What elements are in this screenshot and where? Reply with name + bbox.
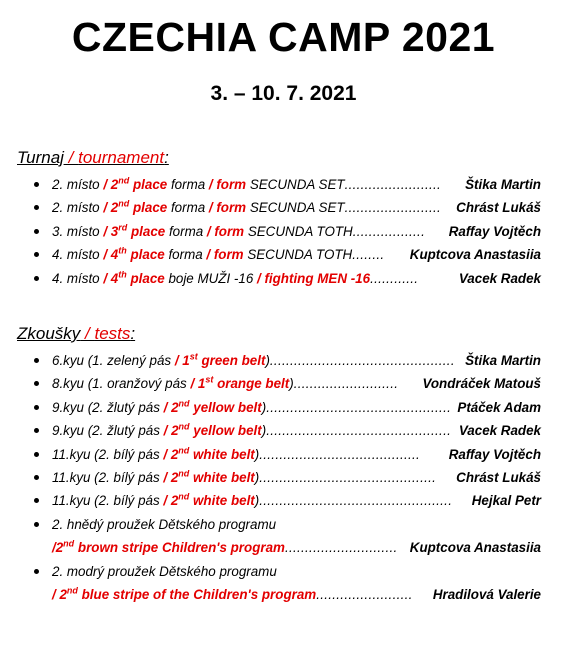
grade-text [52, 423, 266, 438]
children-program-cz: 2. modrý proužek Dětského programu [52, 563, 277, 579]
grade-close: ) [254, 469, 260, 485]
page-title: CZECHIA CAMP 2021 [71, 14, 496, 60]
place-cz: 3. místo [52, 223, 104, 239]
competitor-name: Kuptcova Anastasiia [409, 247, 541, 263]
tournament-heading [17, 148, 169, 168]
dot-leader: ............................ [284, 540, 398, 556]
category-en: / form [206, 223, 245, 239]
tournament-heading-cz: Turnaj [17, 148, 64, 167]
grade-cz: 6.kyu (1. zelený pás [52, 353, 175, 368]
tournament-list [0, 174, 567, 291]
student-name: Vondráček Matouš [422, 376, 541, 392]
grade-cz: 11.kyu (2. bílý pás [52, 493, 164, 509]
tests-heading-cz: Zkoušky [17, 324, 81, 343]
grade-cz: 11.kyu (2. bílý pás [52, 469, 164, 485]
grade-en-prefix: / 2 [163, 399, 179, 415]
ordinal-suffix: nd [66, 585, 78, 596]
grade-en-prefix: / 1 [190, 376, 206, 392]
list-item [0, 561, 567, 584]
ordinal-suffix: st [205, 374, 214, 385]
place-en-prefix: / 2 [103, 200, 119, 216]
list-item-line [52, 224, 541, 239]
bullet-icon [34, 475, 39, 480]
tests-heading-colon: : [130, 324, 136, 343]
tests-heading-en: tests [94, 324, 131, 343]
category-name: SECUNDA SET [246, 177, 345, 192]
list-item-line [52, 271, 541, 286]
category-en: / form [208, 200, 247, 216]
list-item-line [52, 540, 541, 555]
dot-leader: .......................... [293, 376, 399, 392]
category-en: / fighting MEN -16 [257, 270, 371, 286]
bullet-icon [34, 252, 39, 257]
competitor-name: Chrást Lukáš [456, 200, 541, 216]
place-cz: 4. místo [52, 270, 104, 286]
ordinal-suffix: th [118, 269, 127, 280]
grade-en: white belt [189, 493, 255, 509]
list-item-line [52, 400, 541, 415]
category-en: / form [206, 247, 244, 263]
place-en-prefix: / 2 [103, 177, 119, 192]
grade-text [52, 400, 266, 415]
grade-en: yellow belt [189, 423, 262, 439]
student-name: Chrást Lukáš [456, 469, 541, 485]
place-en-prefix: / 3 [103, 223, 119, 239]
list-item-line [52, 423, 541, 438]
category-cz: boje MUŽI -16 [164, 270, 257, 286]
student-name: Ptáček Adam [457, 399, 541, 415]
dot-leader: ........................................ [259, 446, 421, 462]
category-cz: forma [167, 200, 209, 216]
dot-leader: .............................................. [269, 353, 455, 368]
place-cz: 2. místo [52, 177, 104, 192]
list-item-line [52, 587, 541, 602]
grade-en-prefix: / 2 [163, 446, 179, 462]
ordinal-suffix: th [118, 245, 127, 256]
grade-cz: 9.kyu (2. žlutý pás [52, 423, 164, 439]
bullet-icon [34, 498, 39, 503]
place-en-prefix: / 4 [103, 247, 119, 263]
result-text [52, 271, 370, 286]
list-item-line [52, 447, 541, 462]
place-en-prefix: / 4 [103, 270, 119, 286]
list-item [0, 268, 567, 291]
bullet-icon [34, 405, 39, 410]
grade-close: ) [254, 446, 260, 462]
list-item-line [52, 200, 541, 215]
tests-heading [17, 324, 135, 344]
bullet-icon [34, 569, 39, 574]
bullet-icon [34, 428, 39, 433]
grade-close: ) [289, 376, 294, 392]
grade-en-prefix: / 2 [163, 423, 179, 439]
grade-en-prefix: / 2 [52, 586, 67, 602]
list-item-line [52, 517, 541, 532]
category-cz: forma [164, 247, 207, 263]
list-item [0, 244, 567, 267]
ordinal-suffix: st [189, 351, 198, 362]
place-en: place [127, 223, 166, 239]
list-item [0, 350, 567, 373]
grade-text [52, 447, 259, 462]
list-item [0, 197, 567, 220]
grade-en-prefix: / 1 [174, 353, 190, 368]
list-item-line [52, 564, 541, 579]
grade-close: ) [261, 399, 267, 415]
children-program-en [52, 540, 285, 555]
tests-heading-sep: / [80, 324, 95, 343]
student-name: Vacek Radek [458, 423, 541, 439]
category-name: SECUNDA TOTH [243, 247, 353, 263]
grade-close: ) [254, 493, 260, 509]
grade-en-prefix: / 2 [163, 469, 179, 485]
grade-text [52, 353, 270, 368]
student-name: Hradilová Valerie [432, 586, 541, 602]
bullet-icon [34, 205, 39, 210]
ordinal-suffix: nd [178, 398, 190, 409]
grade-en: green belt [197, 353, 266, 368]
place-en: place [126, 247, 165, 263]
bullet-icon [34, 452, 39, 457]
dot-leader: ............ [370, 270, 419, 286]
dot-leader: ........................ [344, 200, 442, 216]
tournament-heading-colon: : [164, 148, 169, 167]
grade-cz: 9.kyu (2. žlutý pás [52, 399, 164, 415]
bullet-icon [34, 276, 39, 281]
category-cz: forma [165, 223, 207, 239]
tests-list [0, 350, 567, 607]
grade-cz: 8.kyu (1. oranžový pás [52, 376, 191, 392]
grade-text [52, 470, 259, 485]
tournament-heading-sep: / [63, 148, 79, 167]
place-cz: 4. místo [52, 247, 104, 263]
place-en: place [129, 200, 168, 216]
place-en: place [129, 177, 168, 192]
competitor-name: Raffay Vojtěch [448, 223, 541, 239]
dot-leader: ........................ [316, 586, 413, 602]
tournament-heading-en: tournament [78, 148, 165, 167]
category-name: SECUNDA TOTH [244, 223, 353, 239]
dot-leader: ................................................ [259, 493, 453, 509]
student-name: Hejkal Petr [471, 493, 541, 509]
category-cz: forma [167, 177, 209, 192]
ordinal-suffix: nd [118, 198, 130, 209]
ordinal-suffix: nd [178, 445, 190, 456]
bullet-icon [34, 229, 39, 234]
dot-leader: .............................................. [266, 423, 452, 439]
list-item-line [52, 177, 541, 192]
grade-en: orange belt [213, 376, 290, 392]
list-item [0, 490, 567, 513]
grade-en-prefix: / 2 [163, 493, 179, 509]
ordinal-suffix: nd [118, 175, 130, 186]
place-en: place [126, 270, 165, 286]
list-item [0, 221, 567, 244]
list-item-line [52, 493, 541, 508]
result-text [52, 200, 345, 215]
grade-text [52, 376, 294, 391]
student-name: Kuptcova Anastasiia [409, 540, 541, 556]
grade-close: ) [265, 353, 270, 368]
grade-en: brown stripe Children's program [74, 540, 285, 556]
result-text [52, 224, 353, 239]
grade-en: yellow belt [189, 399, 262, 415]
list-item-line [52, 376, 541, 391]
competitor-name: Vacek Radek [458, 270, 541, 286]
category-en: / form [208, 177, 247, 192]
list-item-line [52, 247, 541, 262]
list-item [0, 514, 567, 537]
list-item [0, 174, 567, 197]
list-item [0, 397, 567, 420]
dot-leader: ............................................ [259, 469, 437, 485]
student-name: Štika Martin [465, 353, 541, 368]
dot-leader: ........................ [344, 177, 442, 192]
grade-en: white belt [189, 469, 255, 485]
list-item [0, 444, 567, 467]
list-item [0, 467, 567, 490]
dot-leader: .................. [352, 223, 426, 239]
children-program-cz: 2. hnědý proužek Dětského programu [52, 516, 277, 532]
grade-close: ) [261, 423, 267, 439]
grade-cz: 11.kyu (2. bílý pás [52, 446, 164, 462]
place-cz: 2. místo [52, 200, 104, 216]
bullet-icon [34, 522, 39, 527]
event-dates: 3. – 10. 7. 2021 [210, 82, 357, 105]
ordinal-suffix: nd [178, 421, 190, 432]
grade-en-prefix: /2 [52, 540, 64, 556]
ordinal-suffix: nd [63, 538, 75, 549]
ordinal-suffix: rd [118, 222, 128, 233]
list-item [0, 373, 567, 396]
grade-text [52, 493, 259, 508]
grade-en: white belt [189, 446, 255, 462]
children-program-en [52, 587, 316, 602]
dot-leader: ........ [352, 247, 385, 263]
category-name: SECUNDA SET [246, 200, 345, 216]
ordinal-suffix: nd [178, 491, 190, 502]
bullet-icon [34, 182, 39, 187]
bullet-icon [34, 358, 39, 363]
student-name: Raffay Vojtěch [448, 446, 541, 462]
list-item [0, 537, 567, 560]
result-text [52, 177, 345, 192]
list-item [0, 420, 567, 443]
bullet-icon [34, 381, 39, 386]
list-item [0, 584, 567, 607]
list-item-line [52, 470, 541, 485]
dot-leader: .............................................. [266, 399, 452, 415]
list-item-line [52, 353, 541, 368]
result-text [52, 247, 352, 262]
ordinal-suffix: nd [178, 468, 190, 479]
grade-en: blue stripe of the Children's program [77, 586, 317, 602]
competitor-name: Štika Martin [465, 177, 541, 192]
